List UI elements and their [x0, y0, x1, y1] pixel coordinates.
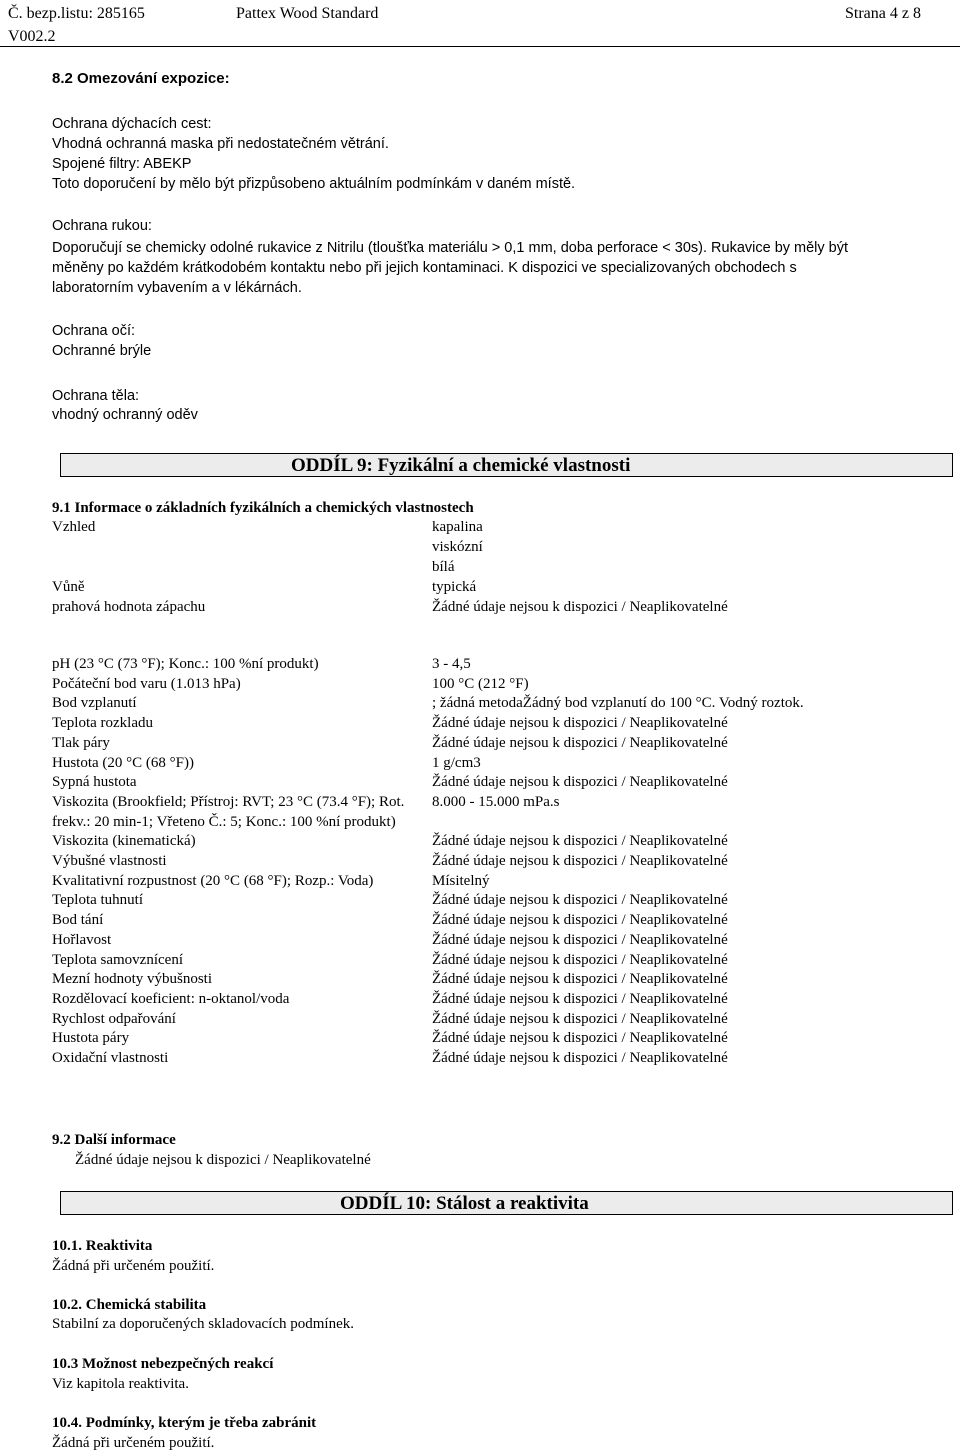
- property-value: Žádné údaje nejsou k dispozici / Neaplikovatelné: [432, 774, 728, 791]
- section-8-2-heading: 8.2 Omezování expozice:: [52, 70, 230, 87]
- property-label: Bod tání: [52, 912, 104, 929]
- section-9-2-value: Žádné údaje nejsou k dispozici / Neaplikovatelné: [75, 1152, 371, 1168]
- stability-heading: 10.2. Chemická stabilita: [52, 1297, 207, 1313]
- property-value: ; žádná metodaŽádný bod vzplanutí do 100 °C. Vodný roztok.: [432, 695, 804, 712]
- property-row: [52, 694, 932, 714]
- property-label: Bod vzplanutí: [52, 695, 137, 712]
- respiratory-line: Spojené filtry: ABEKP: [52, 156, 192, 172]
- property-row: [52, 734, 932, 754]
- property-row: [52, 1049, 932, 1069]
- property-value: Žádné údaje nejsou k dispozici / Neaplikovatelné: [432, 734, 728, 751]
- properties-list: [52, 655, 932, 1069]
- odor-label: Vůně: [52, 579, 85, 595]
- odor-threshold-value: Žádné údaje nejsou k dispozici / Neaplikovatelné: [432, 599, 728, 615]
- odor-value: typická: [432, 579, 477, 595]
- property-value: Žádné údaje nejsou k dispozici / Neaplikovatelné: [432, 1030, 728, 1047]
- appearance-value: bílá: [432, 559, 455, 575]
- section-9-title: ODDÍL 9: Fyzikální a chemické vlastnosti: [291, 455, 631, 476]
- property-label: Rozdělovací koeficient: n-oktanol/voda: [52, 990, 290, 1007]
- property-label: pH (23 °C (73 °F); Konc.: 100 %ní produkt): [52, 656, 319, 672]
- property-row: [52, 655, 932, 675]
- section-9-1-heading: 9.1 Informace o základních fyzikálních a chemických vlastnostech: [52, 500, 474, 516]
- property-row: [52, 891, 932, 911]
- property-label: Mezní hodnoty výbušnosti: [52, 971, 212, 988]
- property-value: Žádné údaje nejsou k dispozici / Neaplikovatelné: [432, 971, 728, 988]
- property-row: [52, 990, 932, 1010]
- property-row: [52, 832, 932, 852]
- hands-line: Doporučují se chemicky odolné rukavice z Nitrilu (tloušťka materiálu > 0,1 mm, doba perforace < 30s). Rukavice by měly být: [52, 240, 849, 256]
- reactivity-value: Žádná při určeném použití.: [52, 1258, 215, 1274]
- property-value: Žádné údaje nejsou k dispozici / Neaplikovatelné: [432, 912, 728, 929]
- property-label: Počáteční bod varu (1.013 hPa): [52, 675, 241, 692]
- property-value: 8.000 - 15.000 mPa.s: [432, 793, 560, 810]
- property-value: 1 g/cm3: [432, 754, 481, 771]
- stability-value: Stabilní za doporučených skladovacích podmínek.: [52, 1316, 354, 1332]
- property-label: Teplota tuhnutí: [52, 892, 144, 909]
- eyes-value: Ochranné brýle: [52, 343, 152, 359]
- header-divider: [0, 46, 960, 47]
- appearance-label: Vzhled: [52, 519, 96, 535]
- property-row: [52, 931, 932, 951]
- odor-threshold-label: prahová hodnota zápachu: [52, 599, 206, 615]
- property-row: [52, 872, 932, 892]
- property-label: Viskozita (kinematická): [52, 833, 196, 850]
- reactivity-heading: 10.1. Reaktivita: [52, 1238, 153, 1254]
- appearance-value: kapalina: [432, 519, 483, 535]
- section-10-title: ODDÍL 10: Stálost a reaktivita: [340, 1193, 589, 1214]
- sheet-number: Č. bezp.listu: 285165: [8, 5, 145, 22]
- version: V002.2: [8, 28, 56, 45]
- property-label: Kvalitativní rozpustnost (20 °C (68 °F); Rozp.: Voda): [52, 872, 374, 889]
- conditions-to-avoid-heading: 10.4. Podmínky, kterým je třeba zabránit: [52, 1415, 317, 1431]
- property-value: Žádné údaje nejsou k dispozici / Neaplikovatelné: [432, 1050, 728, 1067]
- appearance-value: viskózní: [432, 539, 483, 555]
- property-label: Sypná hustota: [52, 774, 137, 791]
- section-9-2-heading: 9.2 Další informace: [52, 1132, 176, 1148]
- hazardous-reactions-heading: 10.3 Možnost nebezpečných reakcí: [52, 1356, 274, 1372]
- page-number: Strana 4 z 8: [845, 5, 921, 22]
- property-label: Rychlost odpařování: [52, 1010, 176, 1027]
- property-row: [52, 675, 932, 695]
- hands-label: Ochrana rukou:: [52, 218, 152, 234]
- conditions-to-avoid-value: Žádná při určeném použití.: [52, 1435, 215, 1451]
- property-row: [52, 970, 932, 990]
- property-label: Hustota (20 °C (68 °F)): [52, 754, 194, 771]
- property-row: [52, 911, 932, 931]
- property-value: Žádné údaje nejsou k dispozici / Neaplikovatelné: [432, 833, 728, 850]
- property-value: 100 °C (212 °F): [432, 675, 529, 692]
- property-value: Žádné údaje nejsou k dispozici / Neaplikovatelné: [432, 892, 728, 909]
- property-row: [52, 773, 932, 793]
- respiratory-line: Vhodná ochranná maska při nedostatečném větrání.: [52, 136, 389, 152]
- eyes-label: Ochrana očí:: [52, 323, 136, 339]
- body-label: Ochrana těla:: [52, 388, 140, 404]
- property-value: Žádné údaje nejsou k dispozici / Neaplikovatelné: [432, 951, 728, 968]
- property-label: Viskozita (Brookfield; Přístroj: RVT; 23 °C (73.4 °F); Rot. frekv.: 20 min-1; Vřeteno Č.: 5; Konc.: 100 %ní produkt): [52, 793, 405, 830]
- property-value: Mísitelný: [432, 872, 490, 889]
- property-label: Hustota páry: [52, 1030, 130, 1047]
- body-value: vhodný ochranný oděv: [52, 407, 198, 423]
- property-row: [52, 714, 932, 734]
- respiratory-line: Toto doporučení by mělo být přizpůsobeno aktuálním podmínkám v daném místě.: [52, 176, 576, 192]
- property-row: [52, 754, 932, 774]
- property-value: Žádné údaje nejsou k dispozici / Neaplikovatelné: [432, 1010, 728, 1027]
- property-value: Žádné údaje nejsou k dispozici / Neaplikovatelné: [432, 990, 728, 1007]
- hazardous-reactions-value: Viz kapitola reaktivita.: [52, 1376, 189, 1392]
- product-name: Pattex Wood Standard: [236, 5, 379, 22]
- property-label: Oxidační vlastnosti: [52, 1050, 169, 1067]
- property-value: Žádné údaje nejsou k dispozici / Neaplikovatelné: [432, 715, 728, 732]
- property-label: Teplota samovznícení: [52, 951, 183, 968]
- property-row: [52, 951, 932, 971]
- respiratory-label: Ochrana dýchacích cest:: [52, 116, 212, 132]
- property-row: [52, 793, 932, 832]
- property-value: Žádné údaje nejsou k dispozici / Neaplikovatelné: [432, 853, 728, 870]
- property-value: Žádné údaje nejsou k dispozici / Neaplikovatelné: [432, 931, 728, 948]
- property-label: Teplota rozkladu: [52, 715, 153, 732]
- hands-line: laboratorním vybavením a v lékárnách.: [52, 280, 302, 296]
- property-row: [52, 1029, 932, 1049]
- property-row: [52, 852, 932, 872]
- property-label: Tlak páry: [52, 734, 110, 751]
- property-label: Hořlavost: [52, 931, 112, 948]
- hands-line: měněny po každém krátkodobém kontaktu nebo při jejich kontaminaci. K dispozici ve specializovaných obchodech s: [52, 260, 797, 276]
- property-value: 3 - 4,5: [432, 656, 471, 672]
- property-label: Výbušné vlastnosti: [52, 853, 167, 870]
- property-row: [52, 1010, 932, 1030]
